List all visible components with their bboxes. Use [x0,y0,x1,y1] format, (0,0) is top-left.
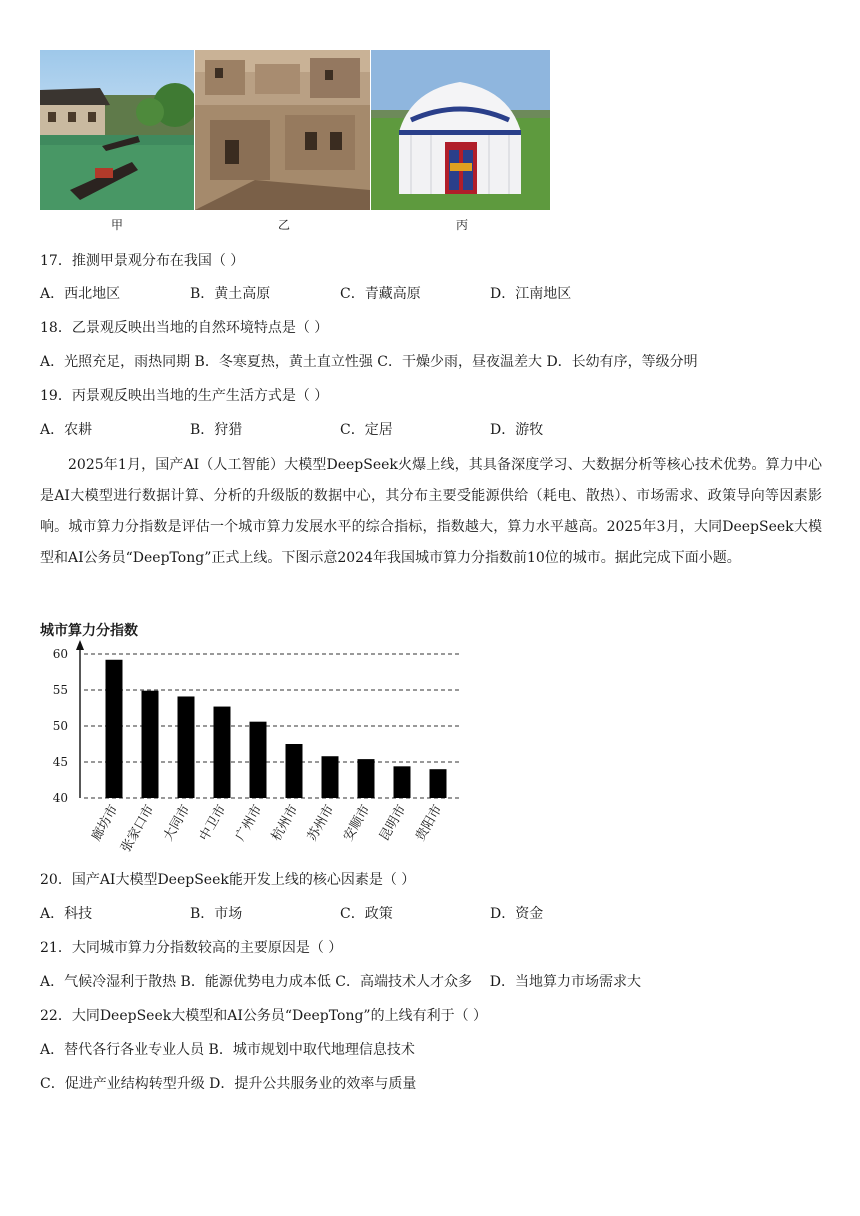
bar-广州市 [250,722,267,798]
q17-option-c[interactable]: C．青藏高原 [340,286,421,302]
q19-option-d[interactable]: D．游牧 [490,422,544,438]
q18-options[interactable]: A．光照充足，雨热同期 B．冬寒夏热，黄土直立性强 C．干燥少雨，昼夜温差大 D．长幼有序，等级分明 [40,354,698,370]
q20-option-a[interactable]: A．科技 [40,906,93,922]
x-tick-label: 苏州市 [304,802,338,844]
bar-中卫市 [214,707,231,798]
q17-option-b[interactable]: B．黄土高原 [190,286,271,302]
x-tick-label: 中卫市 [196,802,230,844]
q17-stem: 17．推测甲景观分布在我国（ ） [40,253,245,269]
q17-options [40,284,571,304]
x-tick-label: 贵阳市 [412,802,446,844]
caption-bing: 丙 [456,218,469,232]
bar-苏州市 [322,756,339,798]
q19-option-a[interactable]: A．农耕 [40,422,93,438]
photo-bing-yurt [371,50,550,210]
q22-options-line2[interactable]: C．促进产业结构转型升级 D．提升公共服务业的效率与质量 [40,1076,417,1092]
q20-option-c[interactable]: C．政策 [340,906,393,922]
q20-options [40,904,543,924]
caption-jia: 甲 [111,218,124,232]
q22-options-line1[interactable]: A．替代各行各业专业人员 B．城市规划中取代地理信息技术 [40,1042,415,1058]
x-tick-label: 廊坊市 [88,802,122,844]
q17-option-a[interactable]: A．西北地区 [40,286,121,302]
q20-stem: 20．国产AI大模型DeepSeek能开发上线的核心因素是（ ） [40,872,416,888]
x-tick-label: 大同市 [160,802,194,844]
bar-廊坊市 [106,660,123,798]
x-tick-label: 昆明市 [376,802,410,844]
q18-stem: 18．乙景观反映出当地的自然环境特点是（ ） [40,320,329,336]
q20-option-d[interactable]: D．资金 [490,906,544,922]
y-tick-label: 45 [52,755,68,769]
y-axis-arrow [76,640,84,650]
q22-stem: 22．大同DeepSeek大模型和AI公务员“DeepTong”的上线有利于（ ） [40,1008,488,1024]
passage: 2025年1月，国产AI（人工智能）大模型DeepSeek火爆上线，其具备深度学习、大数据分析等核心技术优势。算力中心是AI大模型进行数据计算、分析的升级版的数据中心，其分布主要受能源供给（耗电、散热）、市场需求、政策导向等因素影响。城市算力分指数是评估一个城市算力发展水平的综合指标，指数越大，算力水平越高。2025年3月，大同DeepSeek大模型和AI公务员“DeepTong”正式上线。下图示意2024年我国城市算力分指数前10位的城市。据此完成下面小题。 [40,457,822,566]
bar-张家口市 [142,691,159,798]
bar-贵阳市 [430,769,447,798]
photo-yi-loess-dwellings [195,50,370,210]
bar-杭州市 [286,744,303,798]
x-tick-label: 张家口市 [118,802,158,856]
photo-jia-water-town [40,50,194,210]
q19-option-c[interactable]: C．定居 [340,422,393,438]
q21-stem: 21．大同城市算力分指数较高的主要原因是（ ） [40,940,343,956]
chart-title: 城市算力分指数 [40,623,138,639]
x-tick-label: 广州市 [232,802,266,844]
q21-options[interactable]: A．气候冷湿利于散热 B．能源优势电力成本低 C．高端技术人才众多 D．当地算力市场需求大 [40,974,642,990]
q19-stem: 19．丙景观反映出当地的生产生活方式是（ ） [40,388,329,404]
y-tick-label: 60 [52,647,68,661]
q19-options [40,420,543,440]
y-tick-label: 55 [52,683,68,697]
y-tick-label: 50 [52,719,68,733]
caption-yi: 乙 [278,218,291,232]
bar-chart [40,640,480,870]
q20-option-b[interactable]: B．市场 [190,906,243,922]
q19-option-b[interactable]: B．狩猎 [190,422,243,438]
q17-option-d[interactable]: D．江南地区 [490,286,572,302]
bar-安顺市 [358,759,375,798]
bar-大同市 [178,696,195,798]
y-tick-label: 40 [52,791,68,805]
x-tick-label: 安顺市 [340,802,374,844]
bar-昆明市 [394,766,411,798]
x-tick-label: 杭州市 [268,802,302,844]
